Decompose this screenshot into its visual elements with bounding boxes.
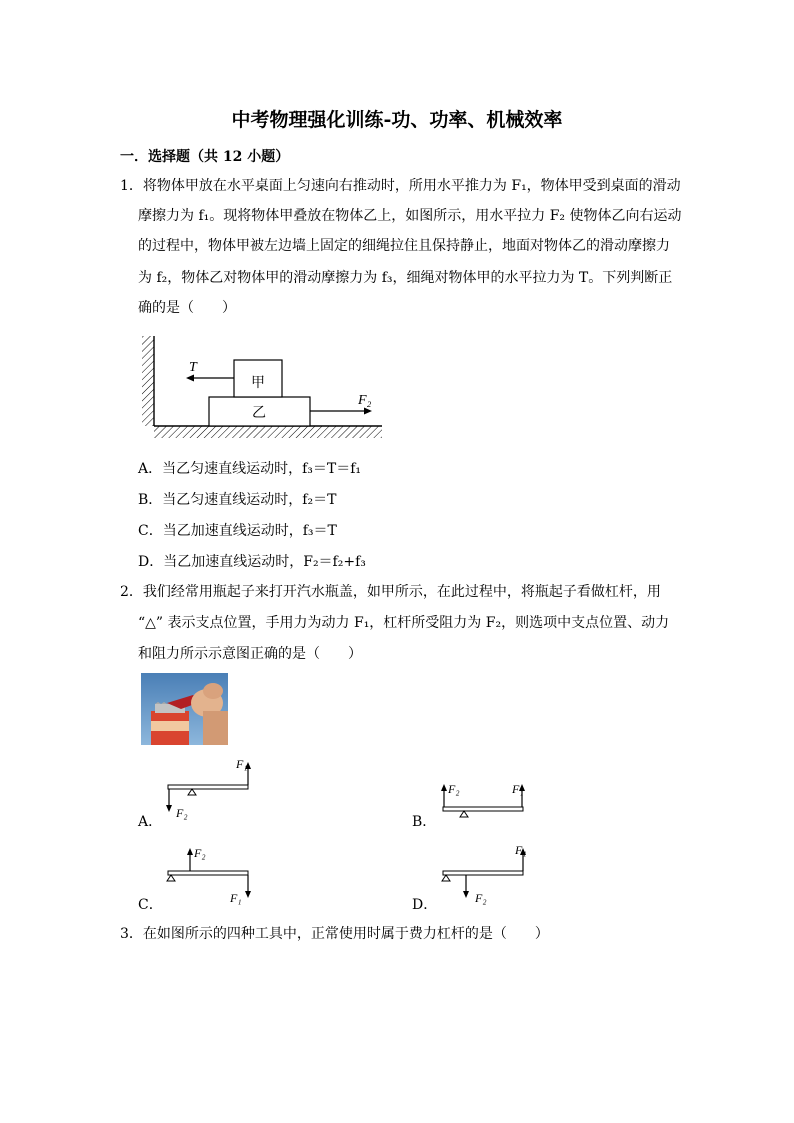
q1-line-5: 确的是（ ） <box>138 300 236 316</box>
q2-option-b-diagram <box>435 775 535 825</box>
q1-diagram <box>138 334 388 440</box>
q2-option-d-diagram <box>435 840 535 910</box>
q2-option-d[interactable]: D． <box>412 897 438 913</box>
q1-line-1: 1．将物体甲放在水平桌面上匀速向右推动时，所用水平推力为 F₁，物体甲受到桌面的滑动 <box>120 178 681 194</box>
f2-arrowhead <box>364 408 372 415</box>
q1-line-4: 为 f₂，物体乙对物体甲的滑动摩擦力为 f₃，细绳对物体甲的水平拉力为 T。下列判断正 <box>138 270 673 286</box>
section-heading: 一．选择题（共 12 小题） <box>120 149 290 165</box>
q2-option-a[interactable]: A． <box>138 814 163 830</box>
rope-label: T <box>189 360 197 375</box>
rope-arrowhead <box>186 375 194 382</box>
option-c-f2-label: F₂ <box>194 846 206 860</box>
option-d-f2-label: F₂ <box>475 891 487 905</box>
option-a-f1-label: F₁ <box>236 757 248 771</box>
q1-option-a[interactable]: A．当乙匀速直线运动时，f₃＝T＝f₁ <box>138 461 362 477</box>
option-a-f2-label: F₂ <box>176 806 188 820</box>
q2-option-c-diagram <box>160 840 260 910</box>
q2-option-a-diagram <box>160 755 260 825</box>
q2-option-b[interactable]: B． <box>412 814 437 830</box>
q1-line-2: 摩擦力为 f₁。现将物体甲叠放在物体乙上，如图所示，用水平拉力 F₂ 使物体乙向右运动 <box>138 208 682 224</box>
q2-line-1: 2．我们经常用瓶起子来打开汽水瓶盖，如甲所示，在此过程中，将瓶起子看做杠杆，用 <box>120 584 661 600</box>
document-title: 中考物理强化训练-功、功率、机械效率 <box>231 109 563 131</box>
q1-option-c[interactable]: C．当乙加速直线运动时，f₃＝T <box>138 523 337 539</box>
block-jia-label: 甲 <box>251 376 265 391</box>
wall-hatch <box>142 336 154 426</box>
q1-option-d[interactable]: D．当乙加速直线运动时，F₂＝f₂+f₃ <box>138 554 366 570</box>
option-d-f1-label: F₁ <box>515 843 527 857</box>
option-b-f1-label: F₁ <box>512 782 524 796</box>
q3-line-1: 3．在如图所示的四种工具中，正常使用时属于费力杠杆的是（ ） <box>120 926 549 942</box>
q2-line-2: “△” 表示支点位置，手用力为动力 F₁，杠杆所受阻力为 F₂，则选项中支点位置、动力 <box>138 615 670 631</box>
block-yi-label: 乙 <box>252 406 266 421</box>
q2-line-3: 和阻力所示示意图正确的是（ ） <box>138 646 362 662</box>
q1-line-3: 的过程中，物体甲被左边墙上固定的细绳拉住且保持静止，地面对物体乙的滑动摩擦力 <box>138 238 670 254</box>
q2-option-c[interactable]: C． <box>138 897 163 913</box>
option-c-f1-label: F₁ <box>230 891 242 905</box>
f2-label: F₂ <box>358 393 372 408</box>
bottle-opener-photo <box>141 673 228 745</box>
ground-hatch <box>154 426 382 438</box>
option-b-f2-label: F₂ <box>448 782 460 796</box>
q1-option-b[interactable]: B．当乙匀速直线运动时，f₂＝T <box>138 492 337 508</box>
